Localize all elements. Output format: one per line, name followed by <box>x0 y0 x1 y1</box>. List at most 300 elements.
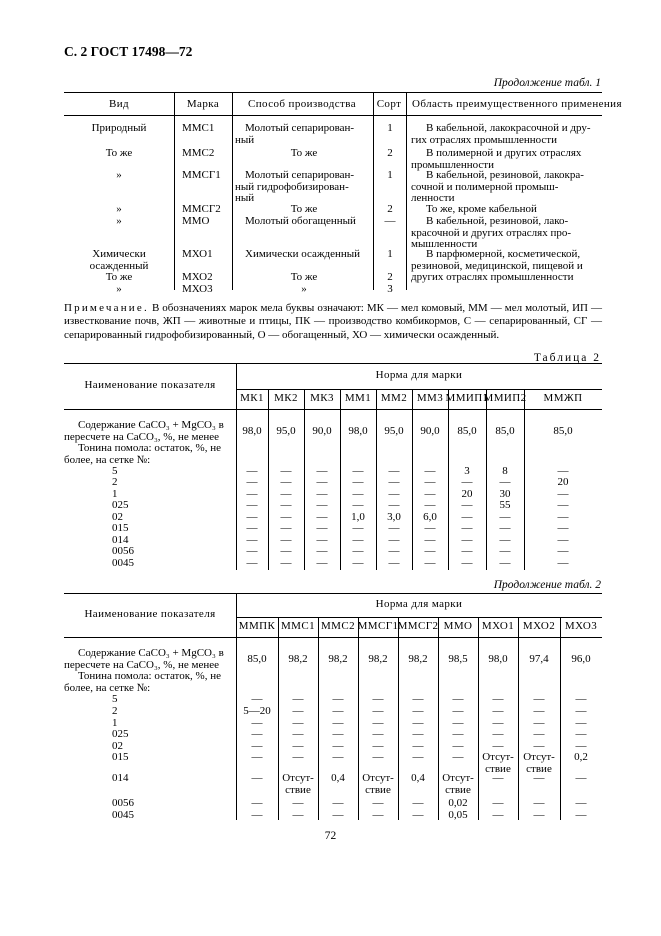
param-header: Наименование показателя <box>84 608 216 620</box>
mark-header: МХО2 <box>522 620 556 632</box>
sieve-value: 3 <box>464 465 470 477</box>
sieve-value: — <box>499 476 511 488</box>
table1-top-rule <box>64 92 602 93</box>
sieve-value: — <box>461 557 473 569</box>
table-subheader-rule <box>236 617 602 618</box>
content-value: 98,0 <box>242 425 262 437</box>
sieve-value: 0,02 <box>448 797 468 809</box>
sieve-value: — <box>461 511 473 523</box>
sieve-value: — <box>246 511 258 523</box>
sieve-value: — <box>316 476 328 488</box>
sieve-value: — <box>424 465 436 477</box>
mark-header: МК1 <box>240 392 264 404</box>
sieve-value: — <box>461 476 473 488</box>
sieve-value: Отсут- ствие <box>282 772 314 796</box>
sieve-value: 20 <box>557 476 569 488</box>
sieve-number: 2 <box>112 476 118 488</box>
sieve-value: — <box>461 499 473 511</box>
sieve-value: — <box>316 499 328 511</box>
sieve-value: — <box>575 705 587 717</box>
content-value: 98,2 <box>328 653 348 665</box>
sieve-value: — <box>280 511 292 523</box>
content-label: пересчете на CaCO₃, %, не менее <box>64 658 219 671</box>
table1-method: » <box>301 283 307 295</box>
sieve-value: — <box>316 534 328 546</box>
sieve-value: — <box>352 522 364 534</box>
sieve-value: 30 <box>499 488 511 500</box>
sieve-value: 0,4 <box>411 772 425 784</box>
sieve-value: — <box>575 693 587 705</box>
sieve-value: — <box>316 545 328 557</box>
sieve-value: — <box>280 499 292 511</box>
sieve-value: — <box>452 751 464 763</box>
table1-vid: То же <box>105 147 133 159</box>
sieve-value: — <box>452 717 464 729</box>
sieve-value: — <box>246 557 258 569</box>
table1-grade: 3 <box>387 283 393 295</box>
sieve-number: 1 <box>112 488 118 500</box>
sieve-value: — <box>332 809 344 821</box>
sieve-value: — <box>332 751 344 763</box>
sieve-value: — <box>452 740 464 752</box>
content-value: 85,0 <box>495 425 515 437</box>
sieve-value: — <box>557 545 569 557</box>
sieve-value: 6,0 <box>423 511 437 523</box>
table1-area: сочной и полимерной промыш- <box>411 180 559 193</box>
table3-caption: Продолжение табл. 2 <box>493 579 601 591</box>
table1-grade: 2 <box>387 203 393 215</box>
sieve-value: — <box>292 740 304 752</box>
sieve-value: — <box>492 717 504 729</box>
sieve-value: — <box>388 522 400 534</box>
sieve-value: — <box>461 534 473 546</box>
sieve-number: 015 <box>112 751 129 763</box>
sieve-value: — <box>372 797 384 809</box>
sieve-value: — <box>292 705 304 717</box>
table1-mark: МХО3 <box>182 283 213 295</box>
sieve-value: — <box>246 488 258 500</box>
param-header: Наименование показателя <box>84 379 216 391</box>
content-value: 95,0 <box>384 425 404 437</box>
table1-method: Молотый обогащенный <box>245 215 356 227</box>
sieve-value: — <box>316 557 328 569</box>
sieve-value: — <box>292 728 304 740</box>
sieve-value: — <box>251 740 263 752</box>
sieve-number: 02 <box>112 740 123 752</box>
sieve-value: — <box>388 476 400 488</box>
sieve-value: — <box>246 465 258 477</box>
table1-area: мышленности <box>411 238 478 250</box>
sieve-value: — <box>292 797 304 809</box>
content-label: Содержание CaCO₃ + MgCO₃ в <box>78 647 224 659</box>
table1-col-header: Область преимущественного применения <box>412 98 622 110</box>
sieve-value: — <box>251 751 263 763</box>
sieve-value: — <box>316 522 328 534</box>
sieve-value: — <box>412 797 424 809</box>
sieve-value: — <box>424 522 436 534</box>
sieve-value: — <box>316 511 328 523</box>
table1-area: В кабельной, резиновой, лако- <box>426 215 569 227</box>
content-value: 98,2 <box>288 653 308 665</box>
sieve-value: — <box>533 705 545 717</box>
table1-col-header: Сорт <box>376 98 402 110</box>
table1-grade: 2 <box>387 147 393 159</box>
mark-header: МК3 <box>310 392 334 404</box>
sieve-number: 02 <box>112 511 123 523</box>
sieve-value: — <box>412 728 424 740</box>
sieve-value: — <box>492 772 504 784</box>
table1-vid: осажденный <box>89 259 149 272</box>
table1-area: В полимерной и других отраслях <box>426 147 582 159</box>
norm-header: Норма для марки <box>375 598 463 610</box>
sieve-value: — <box>492 740 504 752</box>
content-label: Содержание CaCO₃ + MgCO₃ в <box>78 419 224 431</box>
sieve-value: — <box>424 488 436 500</box>
sieve-value: — <box>575 717 587 729</box>
table1-vid: » <box>116 203 122 215</box>
sieve-value: — <box>461 545 473 557</box>
sieve-value: — <box>452 728 464 740</box>
sieve-number: 0045 <box>112 557 134 569</box>
page-header: С. 2 ГОСТ 17498—72 <box>64 44 193 59</box>
table1-mark: МХО1 <box>182 248 213 260</box>
mark-header: МХО3 <box>564 620 598 632</box>
sieve-value: — <box>575 728 587 740</box>
sieve-value: — <box>246 522 258 534</box>
sieve-value: — <box>280 488 292 500</box>
sieve-value: 3,0 <box>387 511 401 523</box>
sieve-value: — <box>499 522 511 534</box>
sieve-value: — <box>280 522 292 534</box>
table1-method: ный <box>235 133 255 146</box>
sieve-value: 1,0 <box>351 511 365 523</box>
table1-caption: Продолжение табл. 1 <box>493 77 601 89</box>
sieve-value: — <box>499 511 511 523</box>
table1-method: То же <box>290 271 318 283</box>
table1-area: промышленности <box>411 158 494 171</box>
sieve-value: — <box>246 534 258 546</box>
sieve-value: — <box>533 809 545 821</box>
table1-col-header: Вид <box>108 98 130 110</box>
mark-header: ММС2 <box>321 620 355 632</box>
content-value: 85,0 <box>247 653 267 665</box>
sieve-value: — <box>575 772 587 784</box>
sieve-value: — <box>352 534 364 546</box>
column-divider <box>406 92 407 290</box>
sieve-value: — <box>251 728 263 740</box>
sieve-value: — <box>533 740 545 752</box>
mark-header: ММИП1 <box>445 392 489 404</box>
sieve-value: — <box>557 465 569 477</box>
sieve-number: 015 <box>112 522 129 534</box>
sieve-value: — <box>492 797 504 809</box>
sieve-value: — <box>292 693 304 705</box>
table1-grade: 2 <box>387 271 393 283</box>
sieve-value: — <box>575 797 587 809</box>
sieve-value: — <box>251 717 263 729</box>
sieve-value: — <box>492 728 504 740</box>
sieve-value: — <box>388 488 400 500</box>
sieve-value: — <box>332 728 344 740</box>
sieve-value: 5—20 <box>243 705 271 717</box>
sieve-number: 2 <box>112 705 118 717</box>
sieve-value: — <box>412 693 424 705</box>
table-top-rule <box>64 593 602 594</box>
sieve-value: — <box>251 772 263 784</box>
content-value: 85,0 <box>457 425 477 437</box>
sieve-value: — <box>251 797 263 809</box>
column-divider <box>232 92 233 290</box>
table1-grade: — <box>384 215 396 227</box>
table1-col-header: Марка <box>186 98 220 110</box>
sieve-value: — <box>332 717 344 729</box>
mark-header: ММИП2 <box>483 392 527 404</box>
sieve-value: — <box>352 557 364 569</box>
mark-header: ММСГ1 <box>357 620 399 632</box>
table1-mark: ММС2 <box>182 147 215 159</box>
sieve-value: — <box>352 476 364 488</box>
sieve-number: 0056 <box>112 797 134 809</box>
sieve-value: — <box>246 499 258 511</box>
norm-header: Норма для марки <box>375 369 463 381</box>
table1-header-rule <box>64 115 602 116</box>
mark-header: ММО <box>443 620 473 632</box>
sieve-value: — <box>412 740 424 752</box>
sieve-value: — <box>352 465 364 477</box>
mark-header: ММС1 <box>281 620 315 632</box>
sieve-value: — <box>332 797 344 809</box>
fineness-label: Тонина помола: остаток, %, не <box>78 670 221 682</box>
sieve-value: — <box>388 465 400 477</box>
table1-area: В кабельной, резиновой, лакокра- <box>426 169 584 181</box>
table1-area: ленности <box>411 192 455 204</box>
sieve-value: — <box>332 740 344 752</box>
sieve-value: — <box>424 557 436 569</box>
sieve-value: — <box>557 534 569 546</box>
table1-mark: ММО <box>182 215 210 227</box>
mark-header: ММПК <box>238 620 276 632</box>
sieve-value: — <box>412 717 424 729</box>
sieve-value: 0,2 <box>574 751 588 763</box>
sieve-value: — <box>533 728 545 740</box>
content-value: 85,0 <box>553 425 573 437</box>
sieve-value: — <box>452 705 464 717</box>
sieve-value: — <box>332 705 344 717</box>
content-value: 90,0 <box>420 425 440 437</box>
content-value: 98,2 <box>368 653 388 665</box>
sieve-value: — <box>499 545 511 557</box>
table1-method: Молотый сепарирован- <box>245 122 355 134</box>
page-number: 72 <box>324 830 337 842</box>
content-value: 95,0 <box>276 425 296 437</box>
sieve-value: 8 <box>502 465 508 477</box>
sieve-number: 0045 <box>112 809 134 821</box>
table1-grade: 1 <box>387 122 393 134</box>
sieve-value: — <box>492 693 504 705</box>
sieve-value: — <box>332 693 344 705</box>
sieve-value: — <box>372 693 384 705</box>
table2-caption: Таблица 2 <box>533 352 601 364</box>
sieve-value: — <box>280 545 292 557</box>
sieve-value: 55 <box>499 499 511 511</box>
sieve-value: Отсут- ствие <box>482 751 514 775</box>
sieve-value: — <box>575 809 587 821</box>
table1-method: То же <box>290 203 318 215</box>
sieve-value: — <box>316 465 328 477</box>
sieve-value: — <box>280 476 292 488</box>
sieve-value: — <box>557 557 569 569</box>
table-top-rule <box>64 363 602 364</box>
sieve-number: 0056 <box>112 545 134 557</box>
table1-mark: МХО2 <box>182 271 213 283</box>
fineness-label: Тонина помола: остаток, %, не <box>78 442 221 454</box>
sieve-value: — <box>372 717 384 729</box>
mark-header: ММ1 <box>344 392 372 404</box>
sieve-value: 0,05 <box>448 809 468 821</box>
table1-vid: Химически <box>92 248 146 260</box>
sieve-number: 014 <box>112 772 129 784</box>
sieve-value: — <box>246 545 258 557</box>
fineness-label: более, на сетке №: <box>64 453 151 466</box>
content-label: пересчете на CaCO₃, %, не менее <box>64 430 219 443</box>
sieve-value: — <box>533 772 545 784</box>
sieve-value: — <box>533 797 545 809</box>
table1-area: других отраслях промышленности <box>411 271 574 283</box>
sieve-value: — <box>412 809 424 821</box>
table1-mark: ММСГ2 <box>182 203 221 215</box>
table1-method: То же <box>290 147 318 159</box>
sieve-value: — <box>424 545 436 557</box>
table1-area: резиновой, медицинской, пищевой и <box>411 259 583 272</box>
sieve-number: 025 <box>112 728 129 740</box>
sieve-value: — <box>372 728 384 740</box>
sieve-value: — <box>492 809 504 821</box>
table1-mark: ММС1 <box>182 122 215 134</box>
table1-method: ный <box>235 192 255 204</box>
sieve-value: — <box>557 499 569 511</box>
mark-header: ММ2 <box>380 392 408 404</box>
fineness-label: более, на сетке №: <box>64 681 151 694</box>
table1-grade: 1 <box>387 169 393 181</box>
sieve-value: — <box>424 476 436 488</box>
sieve-value: — <box>557 488 569 500</box>
sieve-value: — <box>280 465 292 477</box>
content-value: 98,2 <box>408 653 428 665</box>
sieve-value: — <box>424 499 436 511</box>
content-value: 98,5 <box>448 653 468 665</box>
table1-method: Химически осажденный <box>245 248 361 260</box>
content-value: 97,4 <box>529 653 549 665</box>
sieve-value: — <box>499 557 511 569</box>
table1-vid: » <box>116 169 122 181</box>
sieve-number: 025 <box>112 499 129 511</box>
sieve-value: — <box>251 693 263 705</box>
sieve-value: — <box>452 693 464 705</box>
table1-grade: 1 <box>387 248 393 260</box>
sieve-value: — <box>424 534 436 546</box>
sieve-value: — <box>372 740 384 752</box>
sieve-value: — <box>461 522 473 534</box>
content-value: 96,0 <box>571 653 591 665</box>
sieve-value: — <box>557 522 569 534</box>
mark-header: ММ3 <box>416 392 444 404</box>
sieve-value: — <box>499 534 511 546</box>
sieve-number: 5 <box>112 693 118 705</box>
sieve-number: 5 <box>112 465 118 477</box>
table1-area: В парфюмерной, косметической, <box>426 248 581 260</box>
note-text: В обозначениях марок мела буквы означают: МК — мел комовый, ММ — мел молотый, ИП — известкование почв, ЖП — животные и птицы, ПК — производство комбикормов, С — сепарированный, СГ — сепарированный гидрофобизированный, О — обогащенный, ХО — химически осажденный. <box>64 302 602 341</box>
sieve-value: — <box>492 705 504 717</box>
sieve-value: — <box>575 740 587 752</box>
table1-vid: Природный <box>91 122 147 134</box>
sieve-value: — <box>352 545 364 557</box>
table1-vid: » <box>116 215 122 227</box>
sieve-value: 0,4 <box>331 772 345 784</box>
table1-vid: То же <box>105 271 133 283</box>
table1-method: ный гидрофобизирован- <box>235 180 349 193</box>
sieve-value: Отсут- ствие <box>362 772 394 796</box>
table1-col-header: Способ производства <box>248 98 356 110</box>
sieve-value: 20 <box>461 488 473 500</box>
sieve-value: — <box>280 557 292 569</box>
sieve-value: — <box>533 693 545 705</box>
sieve-value: — <box>372 751 384 763</box>
table1-mark: ММСГ1 <box>182 169 221 181</box>
sieve-value: — <box>412 705 424 717</box>
content-value: 98,0 <box>348 425 368 437</box>
content-value: 98,0 <box>488 653 508 665</box>
sieve-value: — <box>372 705 384 717</box>
table-header-rule <box>64 409 602 410</box>
table1-area: красочной и других отраслях про- <box>411 226 572 239</box>
sieve-value: — <box>388 557 400 569</box>
table1-area: То же, кроме кабельной <box>426 203 537 215</box>
sieve-value: — <box>388 499 400 511</box>
table-header-rule <box>64 637 602 638</box>
table1-area: гих отраслях промышленности <box>411 133 558 146</box>
sieve-value: — <box>246 476 258 488</box>
sieve-value: — <box>316 488 328 500</box>
sieve-value: — <box>292 751 304 763</box>
mark-header: ММЖП <box>543 392 583 404</box>
sieve-number: 1 <box>112 717 118 729</box>
sieve-value: — <box>372 809 384 821</box>
sieve-value: — <box>412 751 424 763</box>
mark-header: ММСГ2 <box>397 620 439 632</box>
sieve-value: — <box>388 534 400 546</box>
sieve-value: — <box>557 511 569 523</box>
mark-header: МХО1 <box>481 620 515 632</box>
sieve-value: Отсут- ствие <box>442 772 474 796</box>
sieve-value: — <box>352 499 364 511</box>
sieve-value: — <box>292 717 304 729</box>
sieve-value: — <box>388 545 400 557</box>
mark-header: МК2 <box>274 392 298 404</box>
note-label: Примечание. <box>64 302 149 314</box>
sieve-number: 014 <box>112 534 129 546</box>
sieve-value: — <box>280 534 292 546</box>
content-value: 90,0 <box>312 425 332 437</box>
table-subheader-rule <box>236 389 602 390</box>
table1-method: Молотый сепарирован- <box>245 169 355 181</box>
table1-area: В кабельной, лакокрасочной и дру- <box>426 122 591 134</box>
table1-vid: » <box>116 283 122 295</box>
sieve-value: — <box>533 717 545 729</box>
sieve-value: — <box>251 809 263 821</box>
sieve-value: — <box>352 488 364 500</box>
sieve-value: — <box>292 809 304 821</box>
note <box>64 302 602 342</box>
